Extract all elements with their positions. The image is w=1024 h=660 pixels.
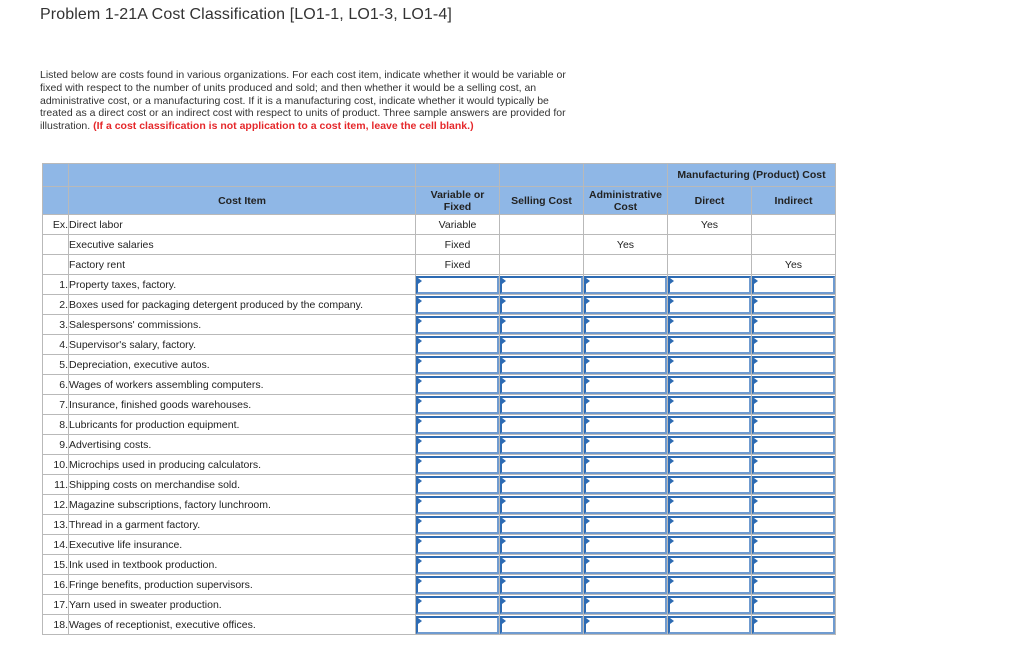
answer-cell: [584, 375, 668, 395]
selling-input[interactable]: [500, 576, 583, 594]
direct-input[interactable]: [668, 356, 751, 374]
answer-cell: [668, 555, 752, 575]
variable-fixed-input[interactable]: [416, 556, 499, 574]
variable-fixed-input[interactable]: [416, 496, 499, 514]
header-blank-1: [43, 164, 69, 187]
administrative-input[interactable]: [584, 496, 667, 514]
answer-cell: [752, 455, 836, 475]
table-row: [43, 415, 836, 435]
answer-cell: [500, 395, 584, 415]
selling-input[interactable]: [500, 336, 583, 354]
answer-cell: [584, 475, 668, 495]
cost-item-label: Executive life insurance.: [69, 535, 416, 555]
answer-cell: [752, 475, 836, 495]
table-row: [43, 395, 836, 415]
variable-fixed-input[interactable]: [416, 476, 499, 494]
administrative-input[interactable]: [584, 376, 667, 394]
answer-cell: [584, 555, 668, 575]
indirect-input[interactable]: [752, 476, 835, 494]
table-row: [43, 375, 836, 395]
answer-cell: [416, 515, 500, 535]
variable-fixed-input[interactable]: [416, 336, 499, 354]
answer-cell: [752, 415, 836, 435]
administrative-input[interactable]: [584, 556, 667, 574]
header-cost-item: Cost Item: [69, 187, 416, 215]
answer-cell: [584, 615, 668, 635]
table-row: [43, 555, 836, 575]
row-number: 5.: [43, 355, 69, 375]
table-row: [43, 355, 836, 375]
variable-fixed-input[interactable]: [416, 536, 499, 554]
page-title: Problem 1-21A Cost Classification [LO1-1, LO1-3, LO1-4]: [40, 6, 452, 23]
row-number: 14.: [43, 535, 69, 555]
selling-input[interactable]: [500, 376, 583, 394]
administrative-cost-value: [584, 255, 668, 275]
selling-input[interactable]: [500, 596, 583, 614]
answer-cell: [668, 275, 752, 295]
variable-fixed-input[interactable]: [416, 576, 499, 594]
cost-item-label: Property taxes, factory.: [69, 275, 416, 295]
selling-input[interactable]: [500, 356, 583, 374]
direct-input[interactable]: [668, 456, 751, 474]
cost-item-label: Advertising costs.: [69, 435, 416, 455]
row-number: Ex.: [43, 215, 69, 235]
indirect-input[interactable]: [752, 316, 835, 334]
answer-cell: [500, 295, 584, 315]
instructions-text: Listed below are costs found in various organizations. For each cost item, indicate whether it would be variable or fixed with respect to the number of units produced and sold; and then whether it would be a selling cost, an administrative cost, or a manufacturing cost. If it is a manufacturing cost, indicate whether it would typically be treated as a direct cost or an indirect cost with respect to units of product. Three sample answers are provided for illustration.: [40, 69, 566, 133]
answer-cell: [752, 615, 836, 635]
row-number: 10.: [43, 455, 69, 475]
answer-cell: [500, 535, 584, 555]
selling-input[interactable]: [500, 296, 583, 314]
answer-cell: [752, 355, 836, 375]
answer-cell: [584, 455, 668, 475]
answer-cell: [668, 355, 752, 375]
answer-cell: [584, 575, 668, 595]
direct-input[interactable]: [668, 596, 751, 614]
header-indirect: Indirect: [752, 187, 836, 215]
variable-fixed-value: Variable: [416, 215, 500, 235]
variable-fixed-input[interactable]: [416, 296, 499, 314]
answer-cell: [668, 295, 752, 315]
header-variable-fixed: Variable or Fixed: [416, 187, 500, 215]
indirect-cost-value: [752, 235, 836, 255]
header-administrative-cost: Administrative Cost: [584, 187, 668, 215]
direct-input[interactable]: [668, 536, 751, 554]
variable-fixed-input[interactable]: [416, 616, 499, 634]
header-num: [43, 187, 69, 215]
answer-cell: [416, 475, 500, 495]
table-row: [43, 575, 836, 595]
answer-cell: [584, 355, 668, 375]
selling-input[interactable]: [500, 556, 583, 574]
administrative-input[interactable]: [584, 396, 667, 414]
row-number: 2.: [43, 295, 69, 315]
answer-cell: [416, 395, 500, 415]
direct-cost-value: Yes: [668, 215, 752, 235]
administrative-input[interactable]: [584, 316, 667, 334]
answer-cell: [416, 535, 500, 555]
selling-input[interactable]: [500, 316, 583, 334]
answer-cell: [416, 435, 500, 455]
answer-cell: [752, 375, 836, 395]
answer-cell: [416, 275, 500, 295]
cost-item-label: Supervisor's salary, factory.: [69, 335, 416, 355]
variable-fixed-input[interactable]: [416, 396, 499, 414]
answer-cell: [584, 315, 668, 335]
answer-cell: [416, 315, 500, 335]
answer-cell: [584, 275, 668, 295]
answer-cell: [584, 415, 668, 435]
table-row: [43, 475, 836, 495]
answer-cell: [500, 555, 584, 575]
table-row: [43, 515, 836, 535]
row-number: [43, 235, 69, 255]
cost-item-label: Magazine subscriptions, factory lunchroom.: [69, 495, 416, 515]
indirect-input[interactable]: [752, 296, 835, 314]
answer-cell: [416, 295, 500, 315]
answer-cell: [500, 595, 584, 615]
answer-cell: [500, 615, 584, 635]
row-number: 15.: [43, 555, 69, 575]
indirect-cost-value: [752, 215, 836, 235]
selling-input[interactable]: [500, 516, 583, 534]
cost-item-label: Fringe benefits, production supervisors.: [69, 575, 416, 595]
selling-cost-value: [500, 235, 584, 255]
cost-item-label: Insurance, finished goods warehouses.: [69, 395, 416, 415]
row-number: 7.: [43, 395, 69, 415]
row-number: 6.: [43, 375, 69, 395]
direct-input[interactable]: [668, 296, 751, 314]
cost-item-label: Shipping costs on merchandise sold.: [69, 475, 416, 495]
indirect-input[interactable]: [752, 536, 835, 554]
answer-cell: [668, 435, 752, 455]
direct-input[interactable]: [668, 616, 751, 634]
direct-cost-value: [668, 235, 752, 255]
instructions: [40, 69, 570, 133]
answer-cell: [500, 575, 584, 595]
variable-fixed-input[interactable]: [416, 516, 499, 534]
indirect-input[interactable]: [752, 416, 835, 434]
administrative-input[interactable]: [584, 416, 667, 434]
indirect-input[interactable]: [752, 576, 835, 594]
indirect-input[interactable]: [752, 596, 835, 614]
answer-cell: [584, 395, 668, 415]
table-row: [43, 595, 836, 615]
direct-input[interactable]: [668, 576, 751, 594]
answer-cell: [416, 335, 500, 355]
administrative-input[interactable]: [584, 536, 667, 554]
row-number: 17.: [43, 595, 69, 615]
answer-cell: [416, 575, 500, 595]
table-row: [43, 295, 836, 315]
answer-cell: [668, 395, 752, 415]
row-number: 18.: [43, 615, 69, 635]
answer-cell: [668, 575, 752, 595]
administrative-input[interactable]: [584, 356, 667, 374]
answer-cell: [500, 275, 584, 295]
answer-cell: [668, 415, 752, 435]
manufacturing-cost-header: Manufacturing (Product) Cost: [668, 164, 836, 187]
answer-cell: [416, 415, 500, 435]
direct-input[interactable]: [668, 276, 751, 294]
answer-cell: [668, 375, 752, 395]
administrative-input[interactable]: [584, 616, 667, 634]
answer-cell: [416, 455, 500, 475]
cost-item-label: Microchips used in producing calculators.: [69, 455, 416, 475]
answer-cell: [416, 615, 500, 635]
cost-item-label: Yarn used in sweater production.: [69, 595, 416, 615]
table-row: [43, 275, 836, 295]
administrative-cost-value: Yes: [584, 235, 668, 255]
answer-cell: [416, 355, 500, 375]
cost-item-label: Thread in a garment factory.: [69, 515, 416, 535]
answer-cell: [500, 475, 584, 495]
answer-cell: [752, 315, 836, 335]
direct-input[interactable]: [668, 336, 751, 354]
row-number: 1.: [43, 275, 69, 295]
administrative-input[interactable]: [584, 516, 667, 534]
answer-cell: [752, 275, 836, 295]
selling-input[interactable]: [500, 476, 583, 494]
selling-cost-value: [500, 255, 584, 275]
table-row: [43, 535, 836, 555]
cost-item-label: Executive salaries: [69, 235, 416, 255]
table-row: [43, 435, 836, 455]
variable-fixed-input[interactable]: [416, 436, 499, 454]
indirect-input[interactable]: [752, 616, 835, 634]
answer-cell: [752, 515, 836, 535]
row-number: [43, 255, 69, 275]
answer-cell: [668, 495, 752, 515]
row-number: 3.: [43, 315, 69, 335]
instructions-note: (If a cost classification is not application to a cost item, leave the cell blank.): [93, 120, 474, 133]
variable-fixed-input[interactable]: [416, 276, 499, 294]
answer-cell: [668, 515, 752, 535]
answer-cell: [752, 435, 836, 455]
answer-cell: [584, 515, 668, 535]
direct-input[interactable]: [668, 496, 751, 514]
indirect-input[interactable]: [752, 276, 835, 294]
answer-cell: [500, 335, 584, 355]
administrative-cost-value: [584, 215, 668, 235]
table-row: [43, 495, 836, 515]
variable-fixed-value: Fixed: [416, 255, 500, 275]
table-row: [43, 455, 836, 475]
header-direct: Direct: [668, 187, 752, 215]
cost-item-label: Factory rent: [69, 255, 416, 275]
cost-item-label: Boxes used for packaging detergent produced by the company.: [69, 295, 416, 315]
answer-cell: [668, 475, 752, 495]
administrative-input[interactable]: [584, 596, 667, 614]
indirect-cost-value: Yes: [752, 255, 836, 275]
answer-cell: [752, 395, 836, 415]
answer-cell: [416, 595, 500, 615]
indirect-input[interactable]: [752, 556, 835, 574]
row-number: 9.: [43, 435, 69, 455]
answer-cell: [584, 595, 668, 615]
row-number: 11.: [43, 475, 69, 495]
cost-item-label: Wages of workers assembling computers.: [69, 375, 416, 395]
selling-input[interactable]: [500, 396, 583, 414]
administrative-input[interactable]: [584, 456, 667, 474]
header-blank-4: [500, 164, 584, 187]
indirect-input[interactable]: [752, 356, 835, 374]
answer-cell: [752, 535, 836, 555]
direct-input[interactable]: [668, 436, 751, 454]
selling-input[interactable]: [500, 496, 583, 514]
row-number: 16.: [43, 575, 69, 595]
answer-cell: [500, 375, 584, 395]
answer-cell: [668, 335, 752, 355]
header-blank-2: [69, 164, 416, 187]
cost-item-label: Salespersons' commissions.: [69, 315, 416, 335]
direct-input[interactable]: [668, 376, 751, 394]
cost-item-label: Direct labor: [69, 215, 416, 235]
answer-cell: [584, 435, 668, 455]
direct-input[interactable]: [668, 516, 751, 534]
variable-fixed-input[interactable]: [416, 316, 499, 334]
answer-cell: [752, 595, 836, 615]
row-number: 4.: [43, 335, 69, 355]
administrative-input[interactable]: [584, 476, 667, 494]
answer-cell: [500, 435, 584, 455]
selling-input[interactable]: [500, 456, 583, 474]
variable-fixed-input[interactable]: [416, 376, 499, 394]
table-row: [43, 335, 836, 355]
answer-cell: [752, 555, 836, 575]
answer-cell: [668, 455, 752, 475]
answer-cell: [416, 555, 500, 575]
answer-cell: [668, 315, 752, 335]
answer-cell: [584, 535, 668, 555]
example-row: [43, 235, 836, 255]
cost-item-label: Ink used in textbook production.: [69, 555, 416, 575]
answer-cell: [584, 495, 668, 515]
direct-input[interactable]: [668, 396, 751, 414]
selling-input[interactable]: [500, 616, 583, 634]
answer-cell: [500, 355, 584, 375]
example-row: [43, 215, 836, 235]
administrative-input[interactable]: [584, 276, 667, 294]
cost-item-label: Depreciation, executive autos.: [69, 355, 416, 375]
direct-input[interactable]: [668, 416, 751, 434]
direct-cost-value: [668, 255, 752, 275]
indirect-input[interactable]: [752, 376, 835, 394]
administrative-input[interactable]: [584, 296, 667, 314]
direct-input[interactable]: [668, 556, 751, 574]
administrative-input[interactable]: [584, 436, 667, 454]
answer-cell: [500, 315, 584, 335]
row-number: 8.: [43, 415, 69, 435]
answer-cell: [668, 595, 752, 615]
cost-item-label: Wages of receptionist, executive offices.: [69, 615, 416, 635]
indirect-input[interactable]: [752, 516, 835, 534]
answer-cell: [752, 575, 836, 595]
answer-cell: [668, 535, 752, 555]
direct-input[interactable]: [668, 316, 751, 334]
indirect-input[interactable]: [752, 396, 835, 414]
row-number: 12.: [43, 495, 69, 515]
cost-classification-table: [42, 163, 836, 635]
answer-cell: [668, 615, 752, 635]
variable-fixed-input[interactable]: [416, 356, 499, 374]
answer-cell: [500, 495, 584, 515]
indirect-input[interactable]: [752, 336, 835, 354]
administrative-input[interactable]: [584, 576, 667, 594]
variable-fixed-value: Fixed: [416, 235, 500, 255]
administrative-input[interactable]: [584, 336, 667, 354]
variable-fixed-input[interactable]: [416, 416, 499, 434]
row-number: 13.: [43, 515, 69, 535]
indirect-input[interactable]: [752, 436, 835, 454]
indirect-input[interactable]: [752, 456, 835, 474]
table-row: [43, 315, 836, 335]
header-selling-cost: Selling Cost: [500, 187, 584, 215]
selling-input[interactable]: [500, 416, 583, 434]
answer-cell: [416, 495, 500, 515]
table-row: [43, 615, 836, 635]
answer-cell: [752, 495, 836, 515]
answer-cell: [500, 515, 584, 535]
indirect-input[interactable]: [752, 496, 835, 514]
answer-cell: [584, 295, 668, 315]
variable-fixed-input[interactable]: [416, 456, 499, 474]
selling-input[interactable]: [500, 536, 583, 554]
answer-cell: [752, 335, 836, 355]
cost-item-label: Lubricants for production equipment.: [69, 415, 416, 435]
answer-cell: [500, 415, 584, 435]
selling-cost-value: [500, 215, 584, 235]
variable-fixed-input[interactable]: [416, 596, 499, 614]
header-blank-5: [584, 164, 668, 187]
selling-input[interactable]: [500, 436, 583, 454]
answer-cell: [500, 455, 584, 475]
answer-cell: [416, 375, 500, 395]
direct-input[interactable]: [668, 476, 751, 494]
answer-cell: [584, 335, 668, 355]
answer-cell: [752, 295, 836, 315]
selling-input[interactable]: [500, 276, 583, 294]
example-row: [43, 255, 836, 275]
header-blank-3: [416, 164, 500, 187]
